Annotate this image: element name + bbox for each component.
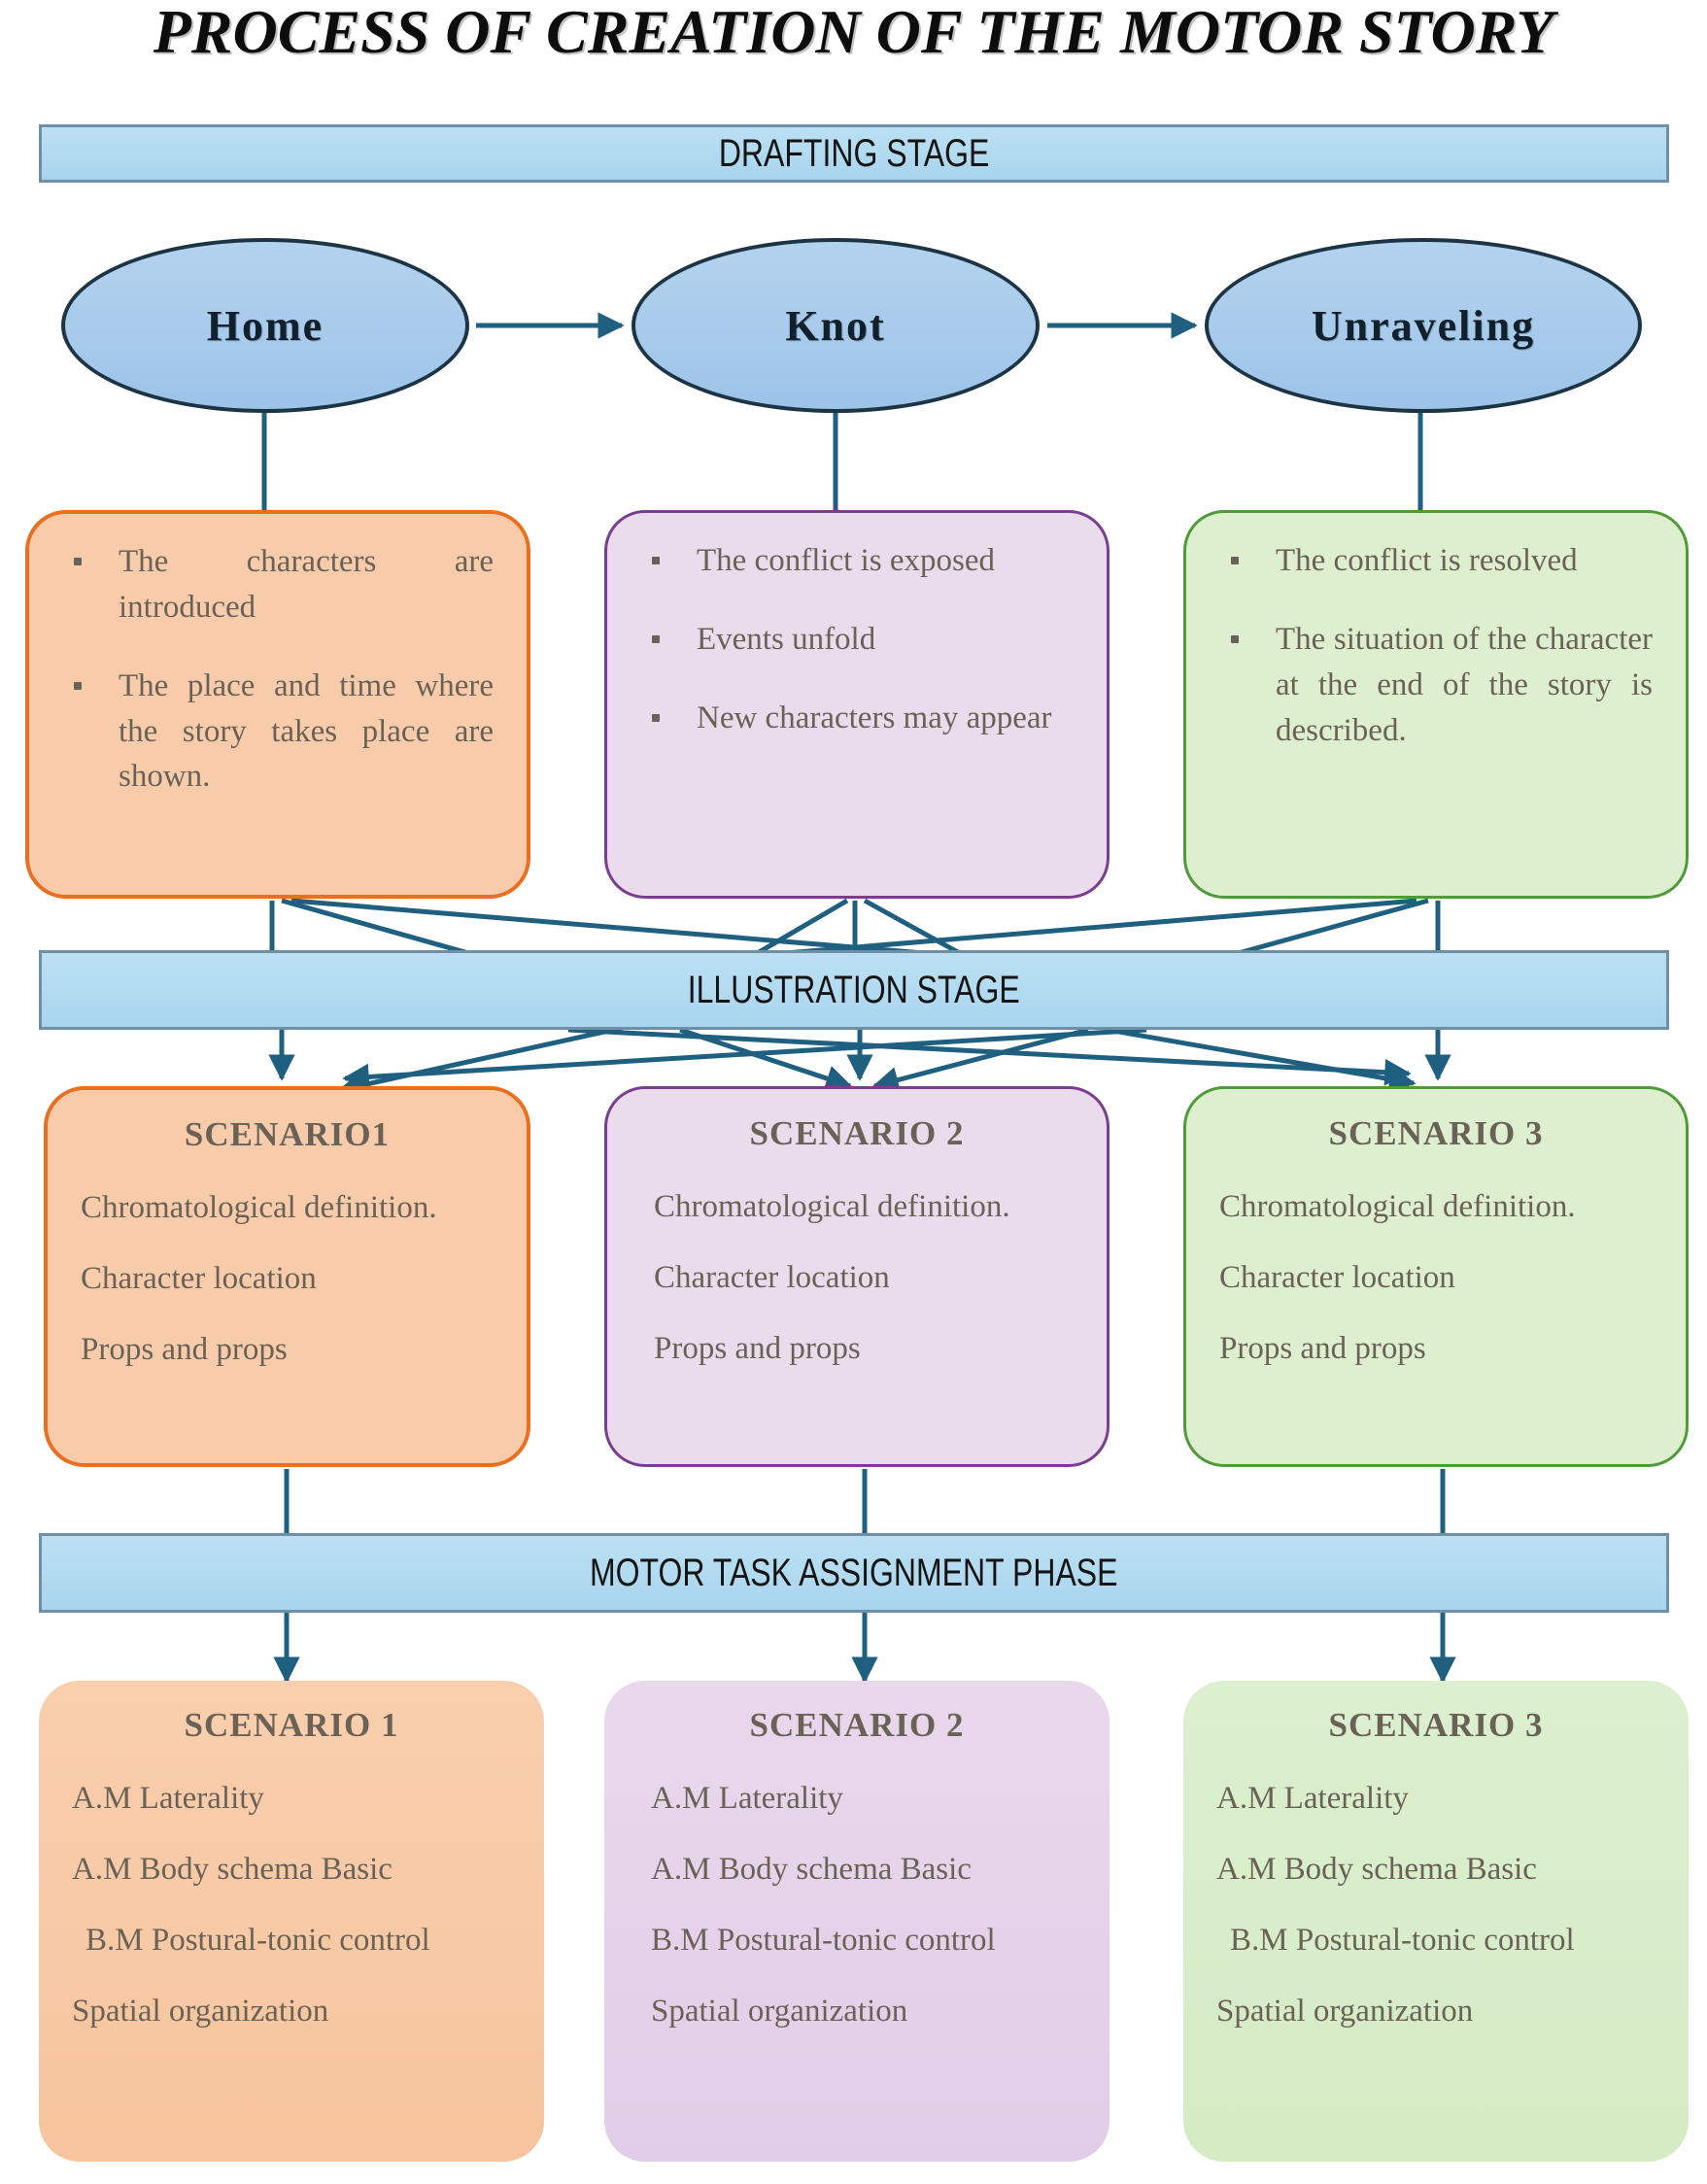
- card-line: Spatial organization: [72, 1993, 329, 2029]
- card-line: A.M Body schema Basic: [651, 1851, 972, 1887]
- motor-card-scenario-3: [1183, 1681, 1689, 2162]
- card-line: Character location: [81, 1260, 317, 1296]
- card-line: Props and props: [81, 1331, 288, 1367]
- illustration-card-scenario-2: [604, 1086, 1110, 1467]
- stage-ellipse-knot: [632, 238, 1040, 413]
- stage-ellipse-knot-label: Knot: [785, 301, 886, 350]
- list-item: Events unfold: [640, 617, 1074, 663]
- list-item: The conflict is resolved: [1219, 538, 1653, 584]
- list-item: The conflict is exposed: [640, 538, 1074, 584]
- list-item: New characters may appear: [640, 696, 1074, 741]
- bullet-list: [1219, 538, 1653, 753]
- card-line: Spatial organization: [651, 1993, 908, 2029]
- band-motor-task-phase: [39, 1533, 1669, 1613]
- card-title: SCENARIO 3: [1328, 1706, 1544, 1744]
- card-line: Chromatological definition.: [81, 1190, 437, 1225]
- arrow-i1-d: [340, 1028, 622, 1090]
- band-illustration-stage: [39, 950, 1669, 1030]
- card-line: B.M Postural-tonic control: [85, 1922, 430, 1958]
- card-line: Props and props: [1219, 1330, 1426, 1366]
- card-title: SCENARIO 3: [1328, 1114, 1544, 1152]
- card-line: A.M Laterality: [1216, 1781, 1409, 1816]
- arrow-i3-e: [568, 1030, 1409, 1074]
- list-item: The characters are introduced: [62, 539, 494, 631]
- card-line: B.M Postural-tonic control: [651, 1922, 996, 1958]
- drafting-card-unraveling: [1183, 510, 1689, 899]
- card-title: SCENARIO 2: [749, 1114, 965, 1152]
- bullet-list: [62, 539, 494, 800]
- band-motor-label: MOTOR TASK ASSIGNMENT PHASE: [590, 1551, 1118, 1594]
- card-line: A.M Body schema Basic: [72, 1851, 393, 1887]
- card-title: SCENARIO1: [184, 1115, 391, 1153]
- list-item: The situation of the character at the end of the story is described.: [1219, 617, 1653, 754]
- bullet-list: [640, 538, 1074, 741]
- stage-ellipse-home: [61, 238, 469, 413]
- arrow-i3-d: [1108, 1030, 1414, 1083]
- motor-card-scenario-1: [39, 1681, 544, 2162]
- illustration-card-scenario-3: [1183, 1086, 1689, 1467]
- band-drafting-stage: [39, 124, 1669, 183]
- card-line: A.M Laterality: [72, 1781, 264, 1816]
- card-line: Character location: [654, 1259, 890, 1295]
- list-item: The place and time where the story takes place are shown.: [62, 664, 494, 801]
- stage-ellipse-unraveling-label: Unraveling: [1311, 301, 1536, 350]
- stage-ellipse-unraveling: [1205, 238, 1642, 413]
- page-title: PROCESS OF CREATION OF THE MOTOR STORY: [153, 0, 1554, 66]
- card-title: SCENARIO 2: [749, 1706, 965, 1744]
- band-drafting-label: DRAFTING STAGE: [718, 131, 990, 175]
- stage-ellipse-home-label: Home: [206, 301, 324, 350]
- card-line: Character location: [1219, 1259, 1455, 1295]
- illustration-card-scenario-1: [44, 1086, 530, 1467]
- card-line: A.M Body schema Basic: [1216, 1851, 1537, 1887]
- drafting-card-home: [25, 510, 530, 899]
- card-title: SCENARIO 1: [184, 1706, 399, 1744]
- card-line: Spatial organization: [1216, 1993, 1474, 2029]
- card-line: Props and props: [654, 1330, 861, 1366]
- band-illustration-label: ILLUSTRATION STAGE: [687, 968, 1020, 1011]
- card-line: Chromatological definition.: [654, 1189, 1010, 1224]
- card-line: B.M Postural-tonic control: [1230, 1922, 1575, 1958]
- drafting-card-knot: [604, 510, 1110, 899]
- motor-card-scenario-2: [604, 1681, 1110, 2162]
- card-line: A.M Laterality: [651, 1781, 843, 1816]
- card-line: Chromatological definition.: [1219, 1189, 1576, 1224]
